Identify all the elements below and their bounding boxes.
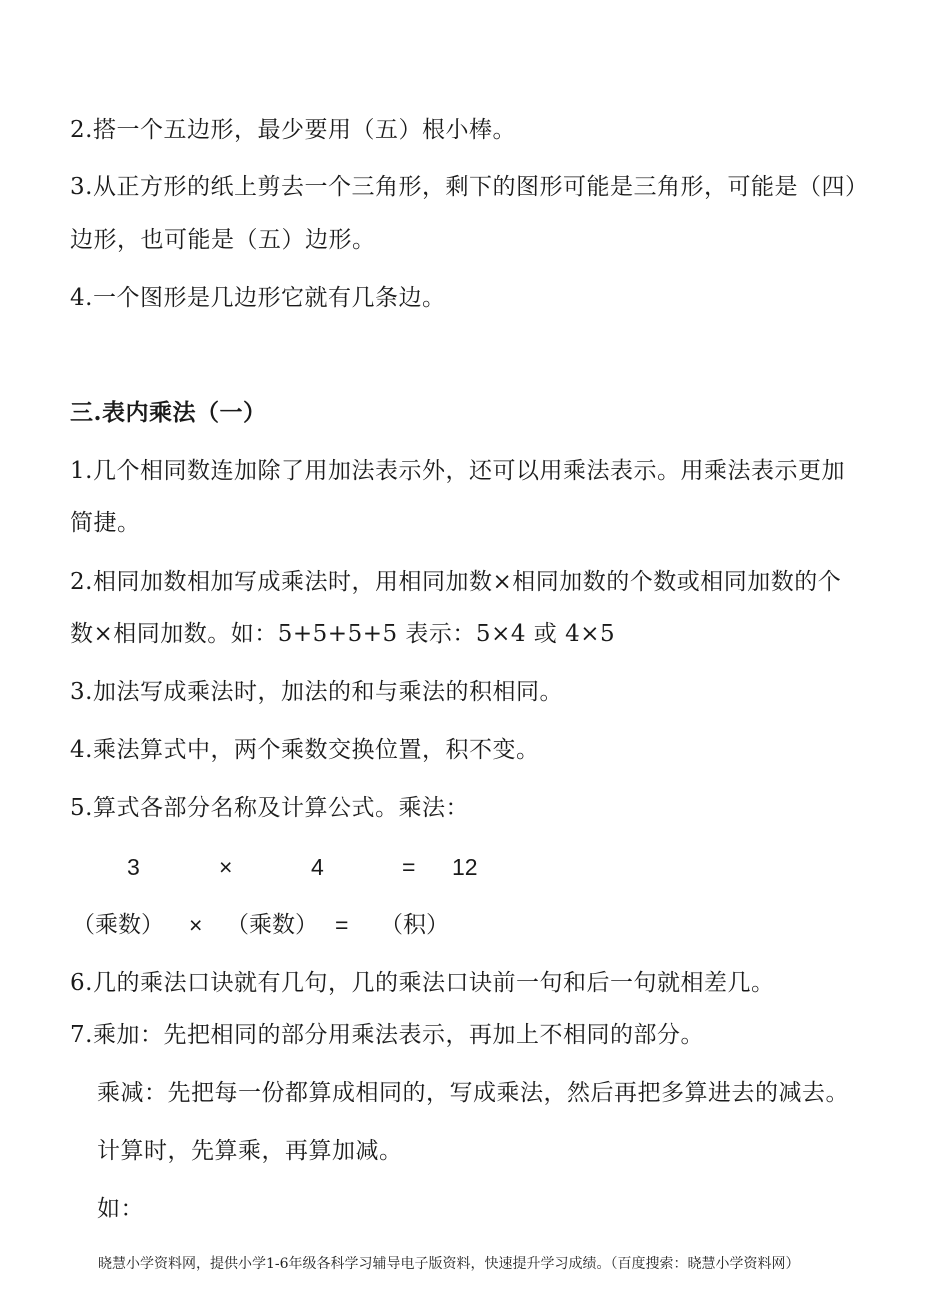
formula-label-product: （积） [380,912,449,938]
section2-item2: 2.搭一个五边形，最少要用（五）根小棒。 [70,117,516,143]
formula-product: 12 [452,854,478,880]
formula-multiplier: 4 [311,854,324,880]
section3-item7-sub2: 计算时，先算乘，再算加减。 [97,1138,403,1164]
section2-item4: 4.一个图形是几边形它就有几条边。 [70,285,446,311]
section3-item1-line1: 1.几个相同数连加除了用加法表示外，还可以用乘法表示。用乘法表示更加 [70,458,845,484]
formula-label-equals-sign: = [335,912,349,938]
section2-item3-line1: 3.从正方形的纸上剪去一个三角形，剩下的图形可能是三角形，可能是（四） [70,174,869,200]
section3-item1-line2: 简捷。 [70,510,141,536]
section3-item2-line1: 2.相同加数相加写成乘法时，用相同加数×相同加数的个数或相同加数的个 [70,569,842,595]
section3-heading: 三.表内乘法（一） [70,399,267,426]
formula-equals-sign: = [402,854,416,880]
section2-item3-line2: 边形，也可能是（五）边形。 [70,227,376,253]
formula-label-multiplier: （乘数） [226,912,318,938]
formula-multiplicand: 3 [127,854,140,880]
section3-item6: 6.几的乘法口诀就有几句，几的乘法口诀前一句和后一句就相差几。 [70,970,775,996]
section3-item4: 4.乘法算式中，两个乘数交换位置，积不变。 [70,737,540,763]
section3-item2-line2: 数×相同加数。如：5+5+5+5 表示：5×4 或 4×5 [70,621,616,647]
formula-times-sign: × [219,854,233,880]
formula-label-times-sign: × [189,912,203,938]
page-footer: 晓慧小学资料网，提供小学1-6年级各科学习辅导电子版资料，快速提升学习成绩。（百度搜索：晓慧小学资料网） [98,1256,800,1272]
section3-item7-sub3: 如： [97,1196,144,1222]
section3-item7: 7.乘加：先把相同的部分用乘法表示，再加上不相同的部分。 [70,1022,704,1048]
formula-label-multiplicand: （乘数） [72,912,164,938]
section3-item7-sub1: 乘减：先把每一份都算成相同的，写成乘法，然后再把多算进去的减去。 [97,1080,849,1106]
section3-item3: 3.加法写成乘法时，加法的和与乘法的积相同。 [70,679,563,705]
section3-item5: 5.算式各部分名称及计算公式。乘法： [70,795,469,821]
